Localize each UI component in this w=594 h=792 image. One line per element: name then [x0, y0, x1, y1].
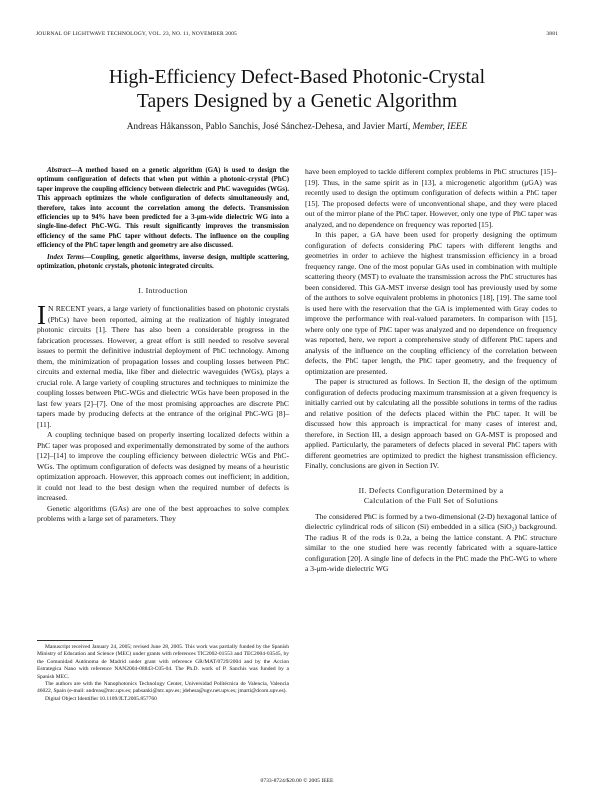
intro-paragraph-1	[37, 300, 289, 430]
index-terms	[37, 253, 289, 272]
left-column	[37, 166, 289, 525]
right-paragraph-1: have been employed to tackle different complex problems in PhC structures [15]–[19]. Thus, in the same spirit as in [13], a microgenetic algorithm (μGA) was recently used to design the optimum configuration of defects within a PhC taper [15]. The proposed defects were of unconventional shape, and they were placed out of the mirror plane of the PhC taper. However, only one type of PhC taper was analyzed, and no dependence on frequency was reported [15].	[305, 167, 557, 229]
author-list	[40, 122, 554, 132]
abstract	[37, 166, 289, 251]
journal-citation: JOURNAL OF LIGHTWAVE TECHNOLOGY, VOL. 23, NO. 11, NOVEMBER 2005	[36, 31, 237, 37]
paper-title	[40, 66, 554, 114]
intro-paragraph-2: A coupling technique based on properly inserting localized defects within a PhC taper was proposed and experimentally demonstrated by some of the authors [12]–[14] to improve the coupling efficiency between dielectric WGs and PhC-WGs. The optimum configuration of defects was designed by means of a heuristic optimization approach. However, this approach comes out inefficient; in addition, it could not lead to the best design when the required number of defects is increased.	[37, 430, 289, 503]
section-heading-introduction: I. Introduction	[138, 286, 188, 296]
footnotes	[37, 644, 289, 703]
section-2-paragraph-1: The considered PhC is formed by a two-dimensional (2-D) hexagonal lattice of dielectric cylindrical rods of silicon (Si) embedded in a silica (SiO₂) background. The radius R of the rods is 0.2a, a being the lattice constant. A PhC structure similar to the one studied here was recently fabricated with a square-lattice configuration [20]. A single line of defects in the PhC made the PhC-WG to where a 3-μm-wide dielectric WG	[305, 511, 557, 573]
footnote-doi: Digital Object Identifier 10.1109/JLT.2005.857760	[45, 695, 157, 702]
section-heading-2	[305, 486, 557, 506]
author-membership: Member, IEEE	[412, 122, 468, 132]
right-paragraph-2: In this paper, a GA have been used for properly designing the optimum configuration of defects considering PhC tapers with different lengths and geometries in order to achieve the highest transmission efficiency in a broad frequency range. One of the most popular GAs used in combination with multiple scattering theory (MST) to evaluate the transmission across the PhC structures has been considered. This GA-MST inverse design tool has previously used by some of the authors to solve equivalent problems in photonics [18], [19]. The same tool is used here with the reservation that the GA is implemented with Gray codes to improve the performance with real-valued parameters. In comparison with [15], where only one type of PhC taper was analyzed and no dependence on frequency was reported, here, we report a comprehensive study of different PhC tapers and analysis of the influence on the coupling efficiency of the correlation between defects, the PhC taper length, the PhC taper geometry, and the frequency of optimization are presented.	[305, 230, 557, 376]
abstract-lead: Abstract	[47, 167, 71, 174]
title-line-2: Tapers Designed by a Genetic Algorithm	[136, 91, 458, 112]
footnote-rule	[37, 640, 93, 641]
abstract-text: —A method based on a genetic algorithm (GA) is used to design the optimum configuration of defects that when put within a photonic-crystal (PhC) taper improve the coupling efficiency between dielectric and PhC waveguides (WGs). This approach optimizes the whole configuration of defects simultaneously and, therefore, takes into account the correlation among the defects. Transmission efficiencies up to 94% have been predicted for a 3-μm-wide dielectric WG into a single-line-defect PhC-WG. This result significantly improves the transmission efficiency of the same PhC taper without defects. The influence on the coupling efficiency of the PhC taper length and geometry are also discussed.	[37, 167, 289, 250]
page-number: 3881	[546, 31, 558, 37]
intro-paragraph-1-text: N RECENT years, a large variety of functionalities based on photonic crystals (PhCs) have been reported, aiming at the realization of highly integrated photonic circuits [1]. There has also been a considerable progress in the fabrication processes. However, a great effort is still needed to resolve several issues to permit the definitive industrial deployment of PhC technology. Among them, the minimization of propagation losses and coupling losses between PhC circuits and external media, like fiber and dielectric waveguides (WGs), plays a crucial role. A large variety of coupling structures and techniques to minimize the coupling losses between PhC-WGs and dielectric WGs have been proposed in the last few years [2]–[7]. One of the most promising approaches are discrete PhC tapers made by producing defects at the entrance of the original PhC-WG [8]–[11].	[37, 304, 289, 429]
drop-cap: I	[37, 300, 46, 331]
footnote-affiliation: The authors are with the Nanophotonics Technology Center, Universidad Politécnica de Valencia, Valencia 46022, Spain (e-mail: andreas@ntc.upv.es; pabsanki@ntc.upv.es; jdehesa@ugv.net.upv.es; jmarti@dcom.upv.es).	[37, 681, 289, 695]
right-column	[305, 167, 557, 575]
section-heading-2-line-2: Calculation of the Full Set of Solutions	[363, 495, 499, 505]
title-line-1: High-Efficiency Defect-Based Photonic-Crystal	[108, 67, 486, 88]
author-names: Andreas Håkansson, Pablo Sanchis, José Sánchez-Dehesa, and Javier Martí,	[126, 122, 411, 132]
intro-paragraph-3: Genetic algorithms (GAs) are one of the best approaches to solve complex problems with a large set of parameters. They	[37, 503, 289, 524]
footnote-manuscript: Manuscript received January 24, 2005; revised June 28, 2005. This work was partially funded by the Spanish Ministry of Education and Science (MEC) under grants with references TIC2002-01553 and TEC2004-03545, by the Comunidad Autónoma de Madrid under grant with reference GR/MAT/0729/2004 and by the Accion Estrategica Nano with reference NAN2004-08843-C05-04. The Ph.D. work of P. Sanchis was funded by a Spanish MEC.	[37, 644, 289, 680]
running-head	[36, 31, 558, 41]
index-terms-lead: Index Terms	[47, 253, 84, 261]
index-terms-text: —Coupling, genetic algorithms, inverse design, multiple scattering, optimization, photonic crystals, photonic integrated circuits.	[37, 253, 289, 271]
section-heading-2-line-1: II. Defects Configuration Determined by a	[358, 485, 504, 495]
copyright-footer: 0733-8724/$20.00 © 2005 IEEE	[260, 778, 334, 784]
right-paragraph-3: The paper is structured as follows. In Section II, the design of the optimum configuration of defects producing maximum transmission at a given frequency is initially carried out by calculating all the possible solutions in terms of the radius and relative position of the defects placed within the PhC taper. It will be discussed how this approach is impractical for many cases of interest and, therefore, in Section III, a design approach based on GA-MST is proposed and applied. Particularly, the parameters of defects placed in several PhC tapers with different geometries are optimized to predict the highest transmission efficiency. Finally, conclusions are given in Section IV.	[305, 377, 557, 470]
